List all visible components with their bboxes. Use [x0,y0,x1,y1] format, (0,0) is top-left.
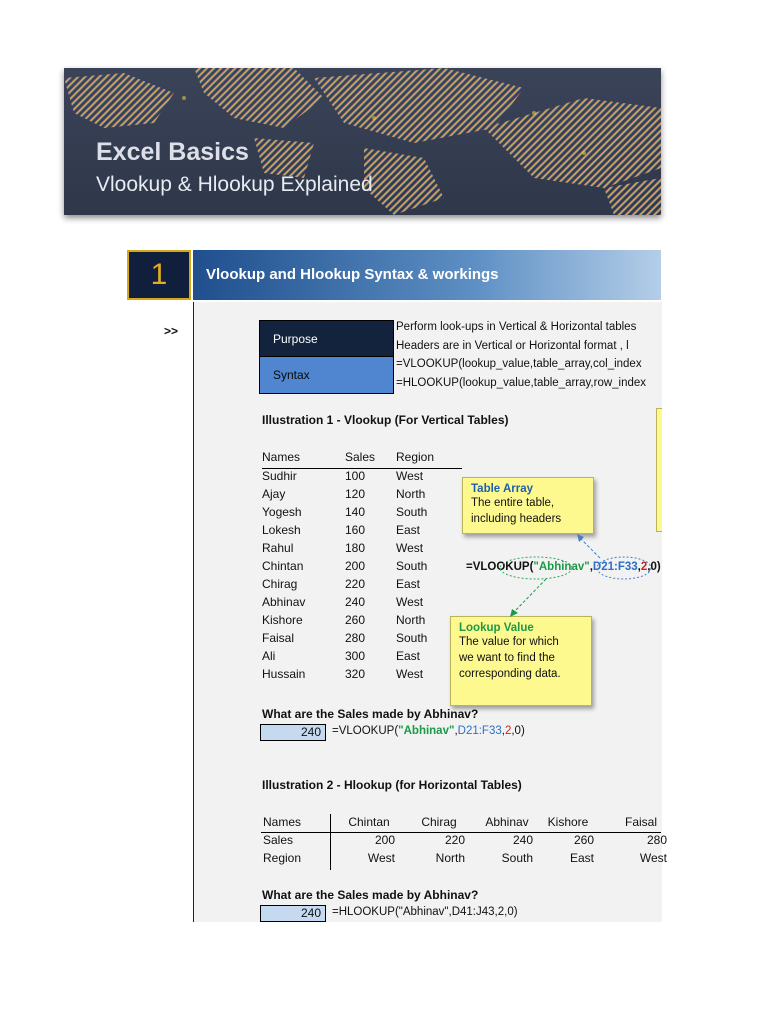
syntax-label-box [259,357,394,394]
table-row [262,523,462,541]
lookup-value-connector [514,579,546,612]
banner [64,68,661,215]
hlookup-cell-region: North [435,851,465,865]
table-row [262,487,462,505]
hlookup-cell-sales: 260 [573,833,594,847]
hlookup-formula: =HLOOKUP("Abhinav",D41:J43,2,0) [332,906,518,918]
hlookup-cell-name: Kishore [547,815,589,829]
cell-region: West [396,541,424,555]
cell-name: Rahul [262,541,294,555]
section-title: Vlookup and Hlookup Syntax & workings [206,266,499,283]
diagram-formula-prefix: =VLOOKUP( [466,561,534,573]
vlookup-formula [332,725,525,737]
hlookup-cell-region: West [639,851,667,865]
vlookup-formula-prefix: =VLOOKUP( [332,725,399,737]
banner-subtitle: Vlookup & Hlookup Explained [96,173,373,196]
illustration-2-title: Illustration 2 - Hlookup (for Horizontal Tables) [262,778,522,792]
row-marker: >> [164,324,179,338]
hlookup-cell-sales: 280 [646,833,667,847]
purpose-label-box [259,320,394,357]
table-row [262,613,462,631]
hlookup-cell-name: Faisal [624,815,657,829]
cell-sales: 260 [345,613,366,627]
hlookup-cell-name: Abhinav [485,815,529,829]
cell-name: Chirag [262,577,298,591]
hlookup-cell-region: West [367,851,395,865]
cell-name: Kishore [262,613,303,627]
cell-name: Chintan [262,559,304,573]
hlookup-table [261,814,667,870]
cell-region: East [396,577,421,591]
cell-sales: 300 [345,649,366,663]
purpose-line-1: Perform look-ups in Vertical & Horizontal tables [396,321,637,333]
cell-name: Faisal [262,631,295,645]
section-number-box [127,250,191,300]
header-sales: Sales [345,450,376,464]
callout-lookup-value-line-3: corresponding data. [459,668,561,680]
cell-region: North [396,613,426,627]
table-array-connector [580,538,600,558]
hlookup-cell-name: Chintan [348,815,390,829]
cell-sales: 100 [345,469,366,483]
vlookup-formula-lookup: "Abhinav" [398,725,455,737]
cell-sales: 180 [345,541,366,555]
vlookup-formula-col: 2 [504,725,512,737]
cell-name: Hussain [262,667,306,681]
cell-region: East [396,649,421,663]
table-row [262,505,462,523]
diagram-formula-range: D21:F33 [592,561,638,573]
vlookup-formula-sep-2: , [501,725,505,737]
callout-lookup-value-line-1: The value for which [459,636,559,648]
right-note-callout-edge [656,408,662,532]
table-row [262,469,462,487]
cell-sales: 140 [345,505,366,519]
callout-table-array-title: Table Array [471,483,533,495]
diagram-formula-col: 2 [640,561,648,573]
syntax-line-hlookup: =HLOOKUP(lookup_value,table_array,row_index [396,377,647,389]
cell-name: Yogesh [262,505,302,519]
diagram-formula-suffix: ,0) [647,561,661,573]
vlookup-formula-range: D21:F33 [457,725,502,737]
purpose-label: Purpose [273,331,318,346]
hlookup-cell-name: Chirag [421,815,457,829]
illustration-1-title: Illustration 1 - Vlookup (For Vertical Tables) [262,413,509,427]
cell-sales: 220 [345,577,366,591]
cell-region: West [396,595,424,609]
callout-lookup-value [450,616,592,706]
result-cell-1[interactable]: 240 [260,724,326,741]
table-row [262,559,462,577]
question-2: What are the Sales made by Abhinav? [262,888,479,902]
cell-region: East [396,523,421,537]
purpose-syntax-text [396,320,661,396]
hlookup-row-label-region: Region [263,851,302,865]
callout-lookup-value-title: Lookup Value [459,622,534,634]
table-row [262,631,462,649]
hlookup-row-label-sales: Sales [263,833,294,847]
cell-region: South [396,559,428,573]
header-names: Names [262,450,301,464]
cell-region: South [396,505,428,519]
cell-name: Ajay [262,487,286,501]
header-region: Region [396,450,435,464]
lookup-ellipse [500,557,572,579]
banner-title: Excel Basics [96,138,249,166]
cell-region: West [396,667,424,681]
table-row [262,541,462,559]
callout-connectors [440,520,661,620]
cell-sales: 160 [345,523,366,537]
table-row [262,595,462,613]
cell-name: Ali [262,649,276,663]
callout-table-array-line-2: including headers [471,513,562,525]
vlookup-formula-sep-1: , [454,725,458,737]
table-row [262,649,462,667]
range-ellipse [597,557,651,579]
callout-table-array-line-1: The entire table, [471,497,555,509]
cell-region: South [396,631,428,645]
result-cell-2[interactable]: 240 [260,905,326,922]
cell-name: Abhinav [262,595,306,609]
hlookup-row-label-names: Names [263,815,302,829]
diagram-formula-sep-1: , [589,561,593,573]
callout-lookup-value-line-2: we want to find the [459,652,555,664]
hlookup-cell-sales: 220 [444,833,465,847]
cell-sales: 120 [345,487,366,501]
syntax-line-vlookup: =VLOOKUP(lookup_value,table_array,col_index [396,358,642,370]
cell-sales: 240 [345,595,366,609]
table-array-arrowhead [577,534,584,542]
cell-sales: 280 [345,631,366,645]
hlookup-cell-sales: 200 [374,833,395,847]
purpose-line-2: Headers are in Vertical or Horizontal format , l [396,340,629,352]
hlookup-cell-sales: 240 [512,833,533,847]
table-row [262,577,462,595]
question-1: What are the Sales made by Abhinav? [262,707,479,721]
cell-region: West [396,469,424,483]
syntax-label: Syntax [273,368,310,382]
table-header-row [262,450,462,469]
lookup-value-arrowhead [510,609,518,617]
diagram-formula-lookup: "Abhinav" [533,561,590,573]
cell-name: Sudhir [262,469,297,483]
section-number: 1 [150,258,168,291]
vlookup-formula-suffix: ,0) [511,725,525,737]
cell-sales: 320 [345,667,366,681]
hlookup-cell-region: East [569,851,594,865]
table-row [262,667,462,685]
hlookup-cell-region: South [501,851,533,865]
diagram-formula-sep-2: , [637,561,641,573]
cell-sales: 200 [345,559,366,573]
cell-name: Lokesh [262,523,301,537]
cell-region: North [396,487,426,501]
